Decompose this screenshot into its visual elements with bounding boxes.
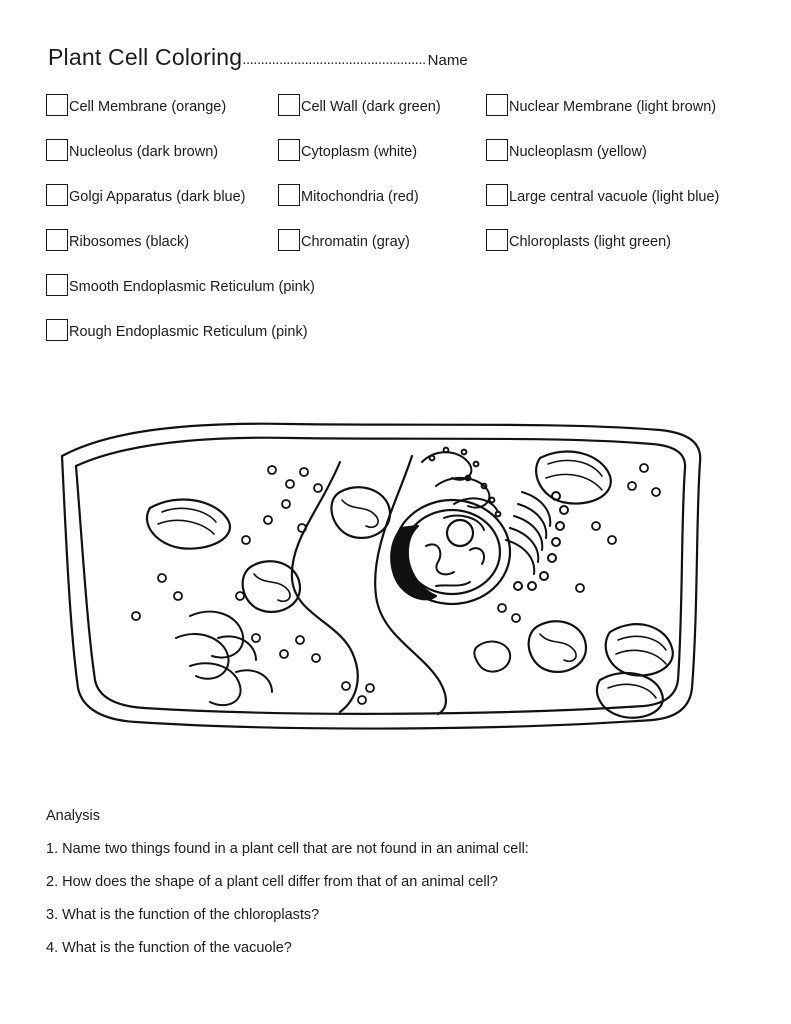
checkbox[interactable] <box>486 229 508 251</box>
checklist-item-label: Smooth Endoplasmic Reticulum (pink) <box>69 279 315 295</box>
checklist-item-label: Large central vacuole (light blue) <box>509 189 720 205</box>
name-field-label: Name <box>427 52 468 69</box>
checkbox[interactable] <box>486 184 508 206</box>
checklist-item-nucleoplasm[interactable] <box>486 137 647 163</box>
chloroplast <box>597 673 663 718</box>
mitochondrion <box>529 621 586 672</box>
checklist-item-label: Mitochondria (red) <box>301 189 419 205</box>
checkbox[interactable] <box>278 139 300 161</box>
checklist-row <box>46 137 756 182</box>
checklist-row <box>46 317 756 362</box>
checklist-item-large-central-vacuole[interactable] <box>486 182 719 208</box>
checklist-item-label: Golgi Apparatus (dark blue) <box>69 189 246 205</box>
checklist-row <box>46 92 756 137</box>
mitochondrion <box>243 561 300 612</box>
checklist-item-label: Rough Endoplasmic Reticulum (pink) <box>69 324 308 340</box>
checkbox[interactable] <box>46 184 68 206</box>
checkbox[interactable] <box>486 139 508 161</box>
cell-membrane-outline <box>76 438 685 714</box>
rough-endoplasmic-reticulum <box>422 448 500 530</box>
checklist-row <box>46 182 756 227</box>
vacuole-edge-left <box>292 462 358 712</box>
checklist-item-cell-wall[interactable] <box>278 92 441 118</box>
plant-cell-diagram <box>40 400 740 780</box>
checklist-item-chloroplasts[interactable] <box>486 227 671 253</box>
checklist-item-label: Chloroplasts (light green) <box>509 234 671 250</box>
checklist-item-label: Cell Wall (dark green) <box>301 99 441 115</box>
chloroplast <box>147 499 230 548</box>
analysis-heading: Analysis <box>46 808 100 824</box>
checklist-item-golgi-apparatus[interactable] <box>46 182 246 208</box>
vesicle-group <box>474 642 510 672</box>
checklist-item-label: Cell Membrane (orange) <box>69 99 227 115</box>
mitochondrion <box>331 487 390 538</box>
chromatin-strands <box>426 544 484 586</box>
checklist-item-cell-membrane[interactable] <box>46 92 226 118</box>
analysis-question-4: 4. What is the function of the vacuole? <box>46 940 292 956</box>
checklist-item-label: Ribosomes (black) <box>69 234 190 250</box>
analysis-question-1: 1. Name two things found in a plant cell that are not found in an animal cell: <box>46 841 529 857</box>
analysis-question-3: 3. What is the function of the chloroplasts? <box>46 907 320 923</box>
checklist-item-label: Cytoplasm (white) <box>301 144 418 160</box>
checklist-item-nuclear-membrane[interactable] <box>486 92 716 118</box>
checklist-item-smooth-er[interactable] <box>46 272 315 298</box>
checkbox[interactable] <box>278 94 300 116</box>
checkbox[interactable] <box>46 94 68 116</box>
checklist-item-label: Nucleoplasm (yellow) <box>509 144 647 160</box>
checkbox[interactable] <box>278 229 300 251</box>
chloroplast <box>536 452 611 504</box>
checklist-item-rough-er[interactable] <box>46 317 308 343</box>
checklist-row <box>46 272 756 317</box>
checklist-row <box>46 227 756 272</box>
checkbox[interactable] <box>46 274 68 296</box>
checklist-item-chromatin[interactable] <box>278 227 410 253</box>
checklist-item-label: Nuclear Membrane (light brown) <box>509 99 717 115</box>
title-dot-leader: .................................................. <box>242 51 426 68</box>
checklist-item-nucleolus[interactable] <box>46 137 218 163</box>
title-row <box>48 44 748 71</box>
analysis-question-2: 2. How does the shape of a plant cell differ from that of an animal cell? <box>46 874 498 890</box>
checklist-item-label: Chromatin (gray) <box>301 234 410 250</box>
analysis-section <box>46 808 746 973</box>
checklist-item-ribosomes[interactable] <box>46 227 189 253</box>
checkbox[interactable] <box>46 139 68 161</box>
checklist-item-mitochondria[interactable] <box>278 182 419 208</box>
coloring-checklist <box>46 92 756 362</box>
checkbox[interactable] <box>278 184 300 206</box>
checkbox[interactable] <box>46 319 68 341</box>
checklist-item-cytoplasm[interactable] <box>278 137 417 163</box>
page-title: Plant Cell Coloring <box>48 44 243 70</box>
checklist-item-label: Nucleolus (dark brown) <box>69 144 219 160</box>
checkbox[interactable] <box>486 94 508 116</box>
golgi-apparatus <box>506 492 568 590</box>
nucleolus <box>447 520 473 546</box>
checkbox[interactable] <box>46 229 68 251</box>
smooth-endoplasmic-reticulum <box>176 612 272 705</box>
chloroplast <box>606 624 673 675</box>
